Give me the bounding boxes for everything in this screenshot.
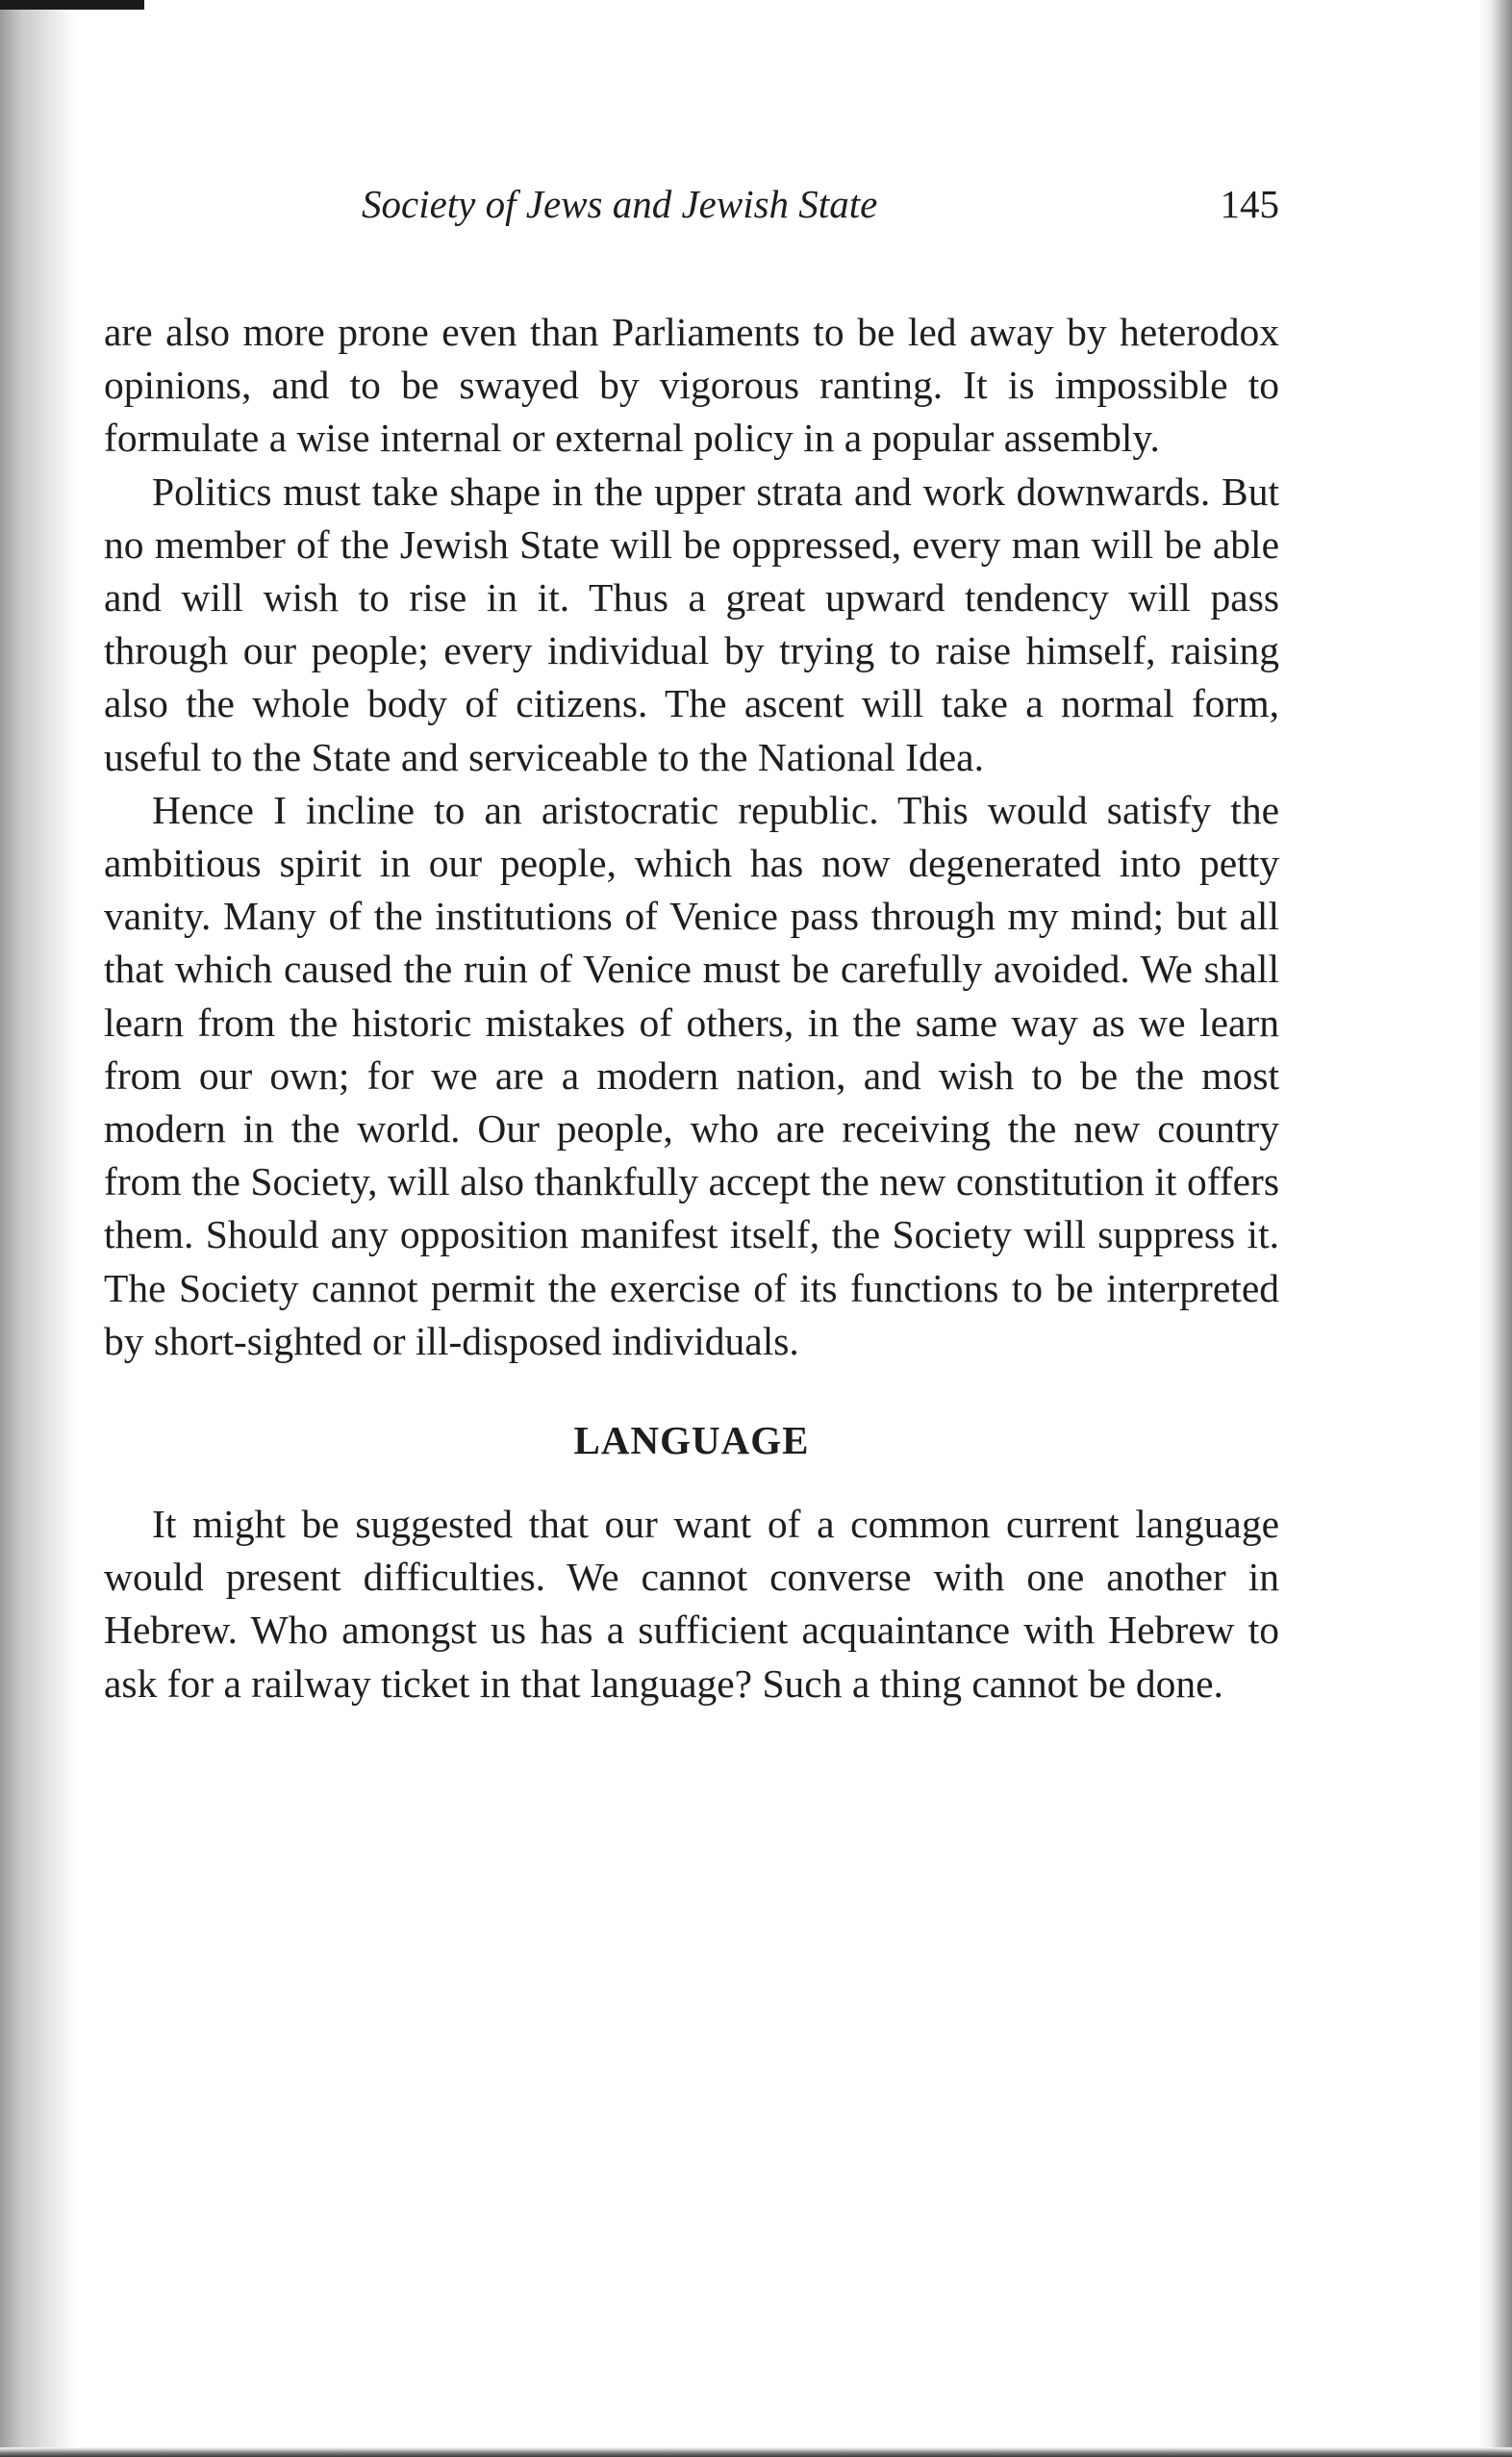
scan-shadow-left [0, 0, 75, 2457]
paragraph: It might be suggested that our want of a common current language would present difficulties. We cannot converse with one another in Hebrew. Who amongst us has a sufficient acquaintance with Hebrew to ask for a railway ticket in that language? Such a thing cannot be done. [104, 1502, 1279, 1706]
section-heading: LANGUAGE [573, 1418, 810, 1463]
paragraph: Hence I incline to an aristocratic republic. This would satisfy the ambitious spirit in our people, which has now degenerated into petty vanity. Many of the institutions of Venice pass through my mind; but all that which caused the ruin of Venice must be carefully avoided. We shall learn from the historic mistakes of others, in the same way as we learn from our own; for we are a modern nation, and wish to be the most modern in the world. Our people, who are receiving the new country from the Society, will also thankfully accept the new constitution it offers them. Should any opposition manifest itself, the Society will suppress it. The Society cannot permit the exercise of its functions to be interpreted by short-sighted or ill-disposed individuals. [104, 787, 1279, 1363]
page-body [104, 306, 1279, 1710]
running-title: Society of Jews and Jewish State [362, 182, 878, 226]
running-header [104, 181, 1279, 239]
paragraph: Politics must take shape in the upper strata and work downwards. But no member of the Jewish State will be oppressed, every man will be able and will wish to rise in it. Thus a great upward tendency will pass through our people; every individual by trying to raise himself, raising also the whole body of citizens. The ascent will take a normal form, useful to the State and serviceable to the National Idea. [104, 469, 1279, 779]
paragraph: are also more prone even than Parliaments to be led away by heterodox opinions, and to be swayed by vigorous ranting. It is impossible to formulate a wise internal or external policy in a popular assembly. [104, 310, 1279, 461]
scan-shadow-bottom [0, 2447, 1512, 2457]
page-number: 145 [1220, 182, 1279, 226]
scan-corner-mark [0, 0, 144, 10]
scan-shadow-right [1479, 0, 1512, 2457]
